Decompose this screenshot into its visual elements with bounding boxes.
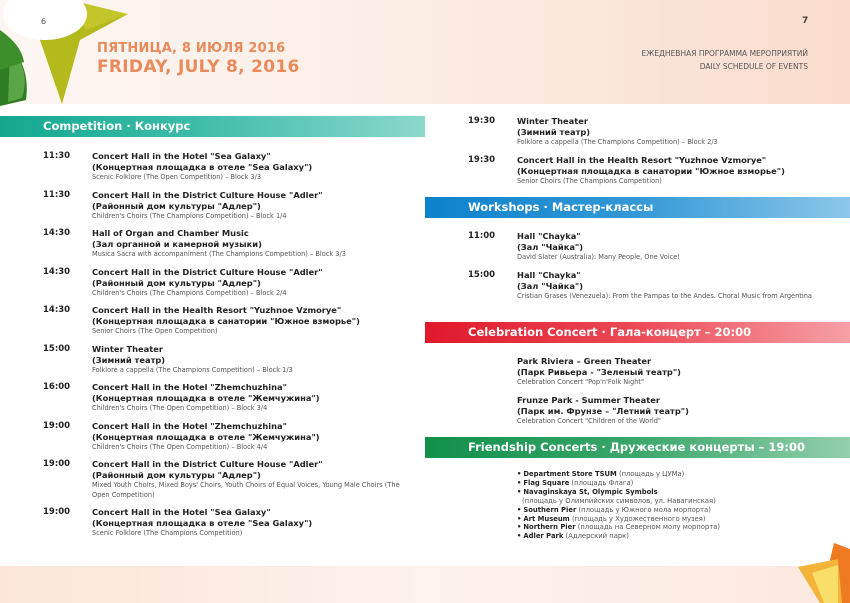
event-venue-english: Concert Hall in the Hotel "Zhemchuzhina" [92,420,287,431]
event-description: Folklore a cappella (The Champions Competition) – Block 2/3 [517,138,718,146]
event-body [92,421,413,453]
event-venue-english: Hall "Chayka" [517,269,581,280]
event-venue-russian: (Концертная площадка в санатории "Южное взморье") [517,165,785,176]
event-body [92,344,413,376]
event-description: David Slater (Australia): Many People, One Voice! [517,253,680,261]
event-item [43,382,413,414]
event-body [92,228,413,260]
friendship-venue-list [517,470,837,541]
event-venue-english: Winter Theater [92,343,163,354]
event-time: 19:00 [43,459,71,469]
event-venue-russian: (Районный дом культуры "Адлер") [92,470,261,480]
venue-russian: (Адлерский парк) [565,532,629,541]
venue-english: Northern Pier [523,523,576,532]
event-venue-english: Frunze Park - Summer Theater [517,394,660,405]
event-item [43,507,413,539]
event-venue-english: Hall "Chayka" [517,231,581,241]
event-description: Celebration Concert "Pop'n'Folk Night" [517,378,644,386]
event-time: 16:00 [43,382,71,392]
bullet-icon: • [517,487,522,496]
venue-russian: (площадь у Олимпийских символов, ул. Навагинская) [522,496,716,505]
event-item [468,116,838,148]
event-time: 19:00 [43,507,71,517]
venue-english: Navaginskaya St, Olympic Symbols [523,487,658,496]
friendship-venue-item [517,515,837,524]
event-venue-english: Concert Hall in the District Culture House "Adler" [92,266,323,277]
venue-english: Adler Park [523,532,564,541]
event-venue-russian: (Парк Ривьера - "Зеленый театр") [517,367,681,377]
subtitle-english: DAILY SCHEDULE OF EVENTS [699,62,808,71]
workshops-event-list [468,231,838,308]
event-venue-russian: (Районный дом культуры "Адлер") [92,277,261,288]
venue-russian: (площадь на Северном молу морпорта) [577,523,721,532]
event-body [517,270,838,302]
celebration-event-list [468,356,838,433]
event-item [468,356,838,388]
bullet-icon: • [517,514,522,523]
event-body [92,267,413,299]
competition-event-list [43,151,413,546]
event-description: Children's Choirs (The Champions Competition) – Block 1/4 [92,211,287,220]
event-venue-russian: (Зимний театр) [517,127,591,137]
event-item [468,231,838,263]
event-venue-english: Concert Hall in the District Culture House "Adler" [92,459,323,469]
event-time: 11:30 [43,151,71,161]
event-venue-english: Park Riviera – Green Theater [517,356,652,366]
venue-russian: (площадь у Художественного музея) [571,514,706,523]
event-time: 11:00 [468,231,496,241]
event-body [517,116,838,148]
event-description: Children's Choirs (The Open Competition) – Block 4/4 [92,442,268,451]
bullet-icon: • [517,523,522,532]
event-time: 14:30 [43,228,71,238]
event-item [43,305,413,337]
event-description: Scenic Folklore (The Champions Competition) [92,529,243,537]
event-item [43,421,413,453]
event-venue-russian: (Зал органной и камерной музыки) [92,239,262,249]
section-header-celebration: Celebration Concert · Гала-концерт – 20:00 [425,322,850,343]
subtitle-russian: ЕЖЕДНЕВНАЯ ПРОГРАММА МЕРОПРИЯТИЙ [641,49,808,58]
event-time: 11:30 [43,189,71,200]
event-description: Senior Choirs (The Open Competition) [92,327,218,335]
venue-english: Department Store TSUM [523,470,617,478]
event-venue-english: Concert Hall in the Hotel "Sea Galaxy" [92,151,271,161]
event-time: 14:30 [43,266,71,277]
event-venue-russian: (Зал "Чайка") [517,280,584,291]
friendship-venue-item [517,488,837,506]
event-time: 19:30 [468,154,496,165]
date-english: FRIDAY, JULY 8, 2016 [97,57,300,77]
event-body [517,356,838,388]
event-body [92,305,413,337]
page-number-left: 6 [41,17,47,26]
venue-english: Southern Pier [523,505,577,514]
event-body [92,151,413,183]
event-item [43,267,413,299]
event-description: Musica Sacra with accompaniment (The Champions Competition) – Block 3/3 [92,250,346,258]
section-header-workshops: Workshops · Мастер-классы [425,197,850,218]
event-description: Children's Choirs (The Champions Competition) – Block 2/4 [92,288,287,297]
venue-russian: (площадь Флага) [571,478,634,487]
event-venue-english: Concert Hall in the Hotel "Zhemchuzhina" [92,382,287,392]
event-body [92,382,413,414]
event-venue-russian: (Концертная площадка в санатории "Южное взморье") [92,316,360,326]
venue-english: Art Museum [523,514,570,523]
event-venue-english: Concert Hall in the Health Resort "Yuzhnoe Vzmorye" [92,305,342,315]
event-venue-russian: (Районный дом культуры "Адлер") [92,200,261,211]
friendship-venue-item [517,523,837,532]
event-venue-russian: (Концертная площадка в отеле "Жемчужина") [92,393,320,403]
event-item [43,459,413,500]
page-number-right: 7 [802,16,809,26]
event-description: Celebration Concert "Children of the World" [517,416,661,425]
event-venue-russian: (Зал "Чайка") [517,242,584,252]
friendship-venue-item [517,532,837,541]
event-venue-russian: (Зимний театр) [92,354,166,365]
event-item [468,270,838,302]
section-header-competition: Competition · Конкурс [0,116,425,137]
event-venue-english: Concert Hall in the Hotel "Sea Galaxy" [92,507,271,517]
event-description: Scenic Folklore (The Open Competition) – Block 3/3 [92,173,262,181]
event-time: 19:30 [468,116,496,126]
event-venue-english: Winter Theater [517,116,588,126]
event-description: Children's Choirs (The Open Competition) – Block 3/4 [92,404,268,412]
event-venue-russian: (Парк им. Фрунзе – "Летний театр") [517,405,689,416]
event-venue-english: Concert Hall in the District Culture House "Adler" [92,189,323,200]
event-description: Mixed Youth Choirs, Mixed Boys' Choirs, Youth Choirs of Equal Voices, Young Male Choirs (The Open Competition) [92,481,400,499]
bullet-icon: • [517,532,522,541]
competition-event-list-continued [468,116,838,193]
bullet-icon: • [517,478,522,487]
event-item [43,151,413,183]
event-venue-russian: (Концертная площадка в отеле "Sea Galaxy") [92,162,313,172]
event-body [517,155,838,187]
event-body [517,231,838,263]
event-body [92,459,413,500]
section-header-friendship: Friendship Concerts · Дружеские концерты – 19:00 [425,437,850,458]
event-item [43,228,413,260]
bullet-icon: • [517,470,522,478]
venue-russian: (площадь у Южного мола морпорта) [578,505,711,514]
event-item [43,344,413,376]
flower-decoration-icon [798,543,850,603]
event-body [92,507,413,539]
event-time: 15:00 [468,269,496,280]
event-body [92,190,413,222]
footer-band [0,566,850,603]
event-venue-russian: (Концертная площадка в отеле "Sea Galaxy") [92,518,313,528]
event-item [43,190,413,222]
bullet-icon: • [517,505,522,514]
event-description: Senior Choirs (The Champions Competition) [517,176,662,185]
friendship-venue-item [517,479,837,488]
event-body [517,395,838,427]
event-item [468,395,838,427]
venue-english: Flag Square [523,478,570,487]
event-item [468,155,838,187]
event-venue-english: Hall of Organ and Chamber Music [92,228,249,238]
event-venue-english: Concert Hall in the Health Resort "Yuzhnoe Vzmorye" [517,154,767,165]
event-time: 14:30 [43,305,71,315]
venue-russian: (площадь у ЦУМа) [618,470,685,478]
event-time: 19:00 [43,420,71,431]
date-russian: ПЯТНИЦА, 8 ИЮЛЯ 2016 [97,41,286,56]
event-description: Cristian Grases (Venezuela): From the Pampas to the Andes. Choral Music from Argentina [517,291,812,300]
event-venue-russian: (Концертная площадка в отеле "Жемчужина") [92,431,320,442]
friendship-venue-item [517,506,837,515]
event-time: 15:00 [43,343,71,354]
friendship-venue-item [517,470,837,479]
event-description: Folklore a cappella (The Champions Competition) – Block 1/3 [92,365,293,374]
